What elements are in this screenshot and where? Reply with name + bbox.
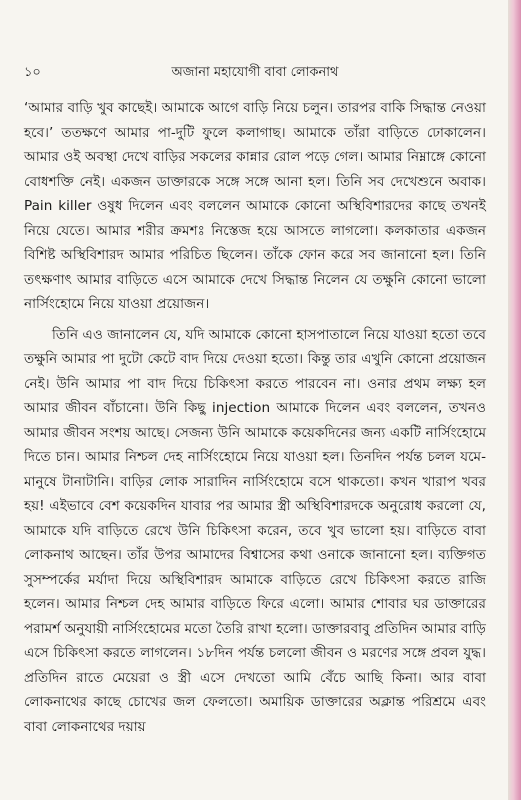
- page-number: ১০: [24, 65, 41, 80]
- page-edge: [508, 0, 521, 800]
- body-text: [24, 96, 486, 739]
- paragraph-1: ‘আমার বাড়ি খুব কাছেই। আমাকে আগে বাড়ি নিয়ে চলুন। তারপর বাকি সিদ্ধান্ত নেওয়া হবে।’ ততক্ষণে আমার পা-দুটি ফুলে কলাগাছ। আমাকে তাঁরা বাড়িতে ঢোকালেন। আমার ওই অবস্থা দেখে বাড়ির সকলের কান্নার রোল পড়ে গেল। আমার নিম্নাঙ্গে কোনো বোধশক্তি নেই। একজন ডাক্তারকে সঙ্গে সঙ্গে আনা হল। তিনি সব দেখেশুনে অবাক। Pain killer ওষুধ দিলেন এবং বললেন আমাকে কোনো অস্থিবিশারদের কাছে তখনই নিয়ে যেতে। আমার শরীর ক্রমশঃ নিস্তেজ হয়ে আসতে লাগলো। কলকাতার একজন বিশিষ্ট অস্থিবিশারদ আমার পরিচিত ছিলেন। তাঁকে ফোন করে সব জানানো হল। তিনি তৎক্ষণাৎ আমার বাড়িতে এসে আমাকে দেখে সিদ্ধান্ত নিলেন যে তক্ষুনি কোনো ভালো নার্সিংহোমে নিয়ে যাওয়া প্রয়োজন।: [24, 100, 486, 312]
- book-title: অজানা মহাযোগী বাবা লোকনাথ: [171, 65, 339, 80]
- running-head: [24, 62, 486, 84]
- paragraph-2: তিনি এও জানালেন যে, যদি আমাকে কোনো হাসপাতালে নিয়ে যাওয়া হতো তবে তক্ষুনি আমার পা দুটো কেটে বাদ দিয়ে দেওয়া হতো। কিন্তু তার এখুনি কোনো প্রয়োজন নেই। উনি আমার পা বাদ দিয়ে চিকিৎসা করতে পারবেন না। ওনার প্রথম লক্ষ্য হল আমার জীবন বাঁচানো। উনি কিছু injection আমাকে দিলেন এবং বললেন, তখনও আমার জীবন সংশয় আছে। সেজন্য উনি আমাকে কয়েকদিনের জন্য একটি নার্সিংহোমে দিতে চান। আমার নিশ্চল দেহ নার্সিংহোমে নিয়ে যাওয়া হল। তিনদিন পর্যন্ত চলল যমে-মানুষে টানাটানি। বাড়ির লোক সারাদিন নার্সিংহোমে বসে থাকতো। কখন খারাপ খবর হয়! এইভাবে বেশ কয়েকদিন যাবার পর আমার স্ত্রী অস্থিবিশারদকে অনুরোধ করলো যে, আমাকে যদি বাড়িতে রেখে উনি চিকিৎসা করেন, তবে খুব ভালো হয়। বাড়িতে বাবা লোকনাথ আছেন। তাঁর উপর আমাদের বিশ্বাসের কথা ওনাকে জানানো হল। ব্যক্তিগত সুসম্পর্কের মর্যাদা দিয়ে অস্থিবিশারদ আমাকে বাড়িতে রেখে চিকিৎসা করতে রাজি হলেন। আমার নিশ্চল দেহ আমার বাড়িতে ফিরে এলো। আমার শোবার ঘর ডাক্তারের পরামর্শ অনুযায়ী নার্সিংহোমের মতো তৈরি রাখা হলো। ডাক্তারবাবু প্রতিদিন আমার বাড়ি এসে চিকিৎসা করতে লাগলেন। ১৮দিন পর্যন্ত চললো জীবন ও মরণের সঙ্গে প্রবল যুদ্ধ। প্রতিদিন রাতে মেয়েরা ও স্ত্রী এসে দেখতো আমি বেঁচে আছি কিনা। আর বাবা লোকনাথের কাছে চোখের জল ফেলতো। অমায়িক ডাক্তারের অক্লান্ত পরিশ্রমে এবং বাবা লোকনাথের দয়ায়: [24, 326, 486, 735]
